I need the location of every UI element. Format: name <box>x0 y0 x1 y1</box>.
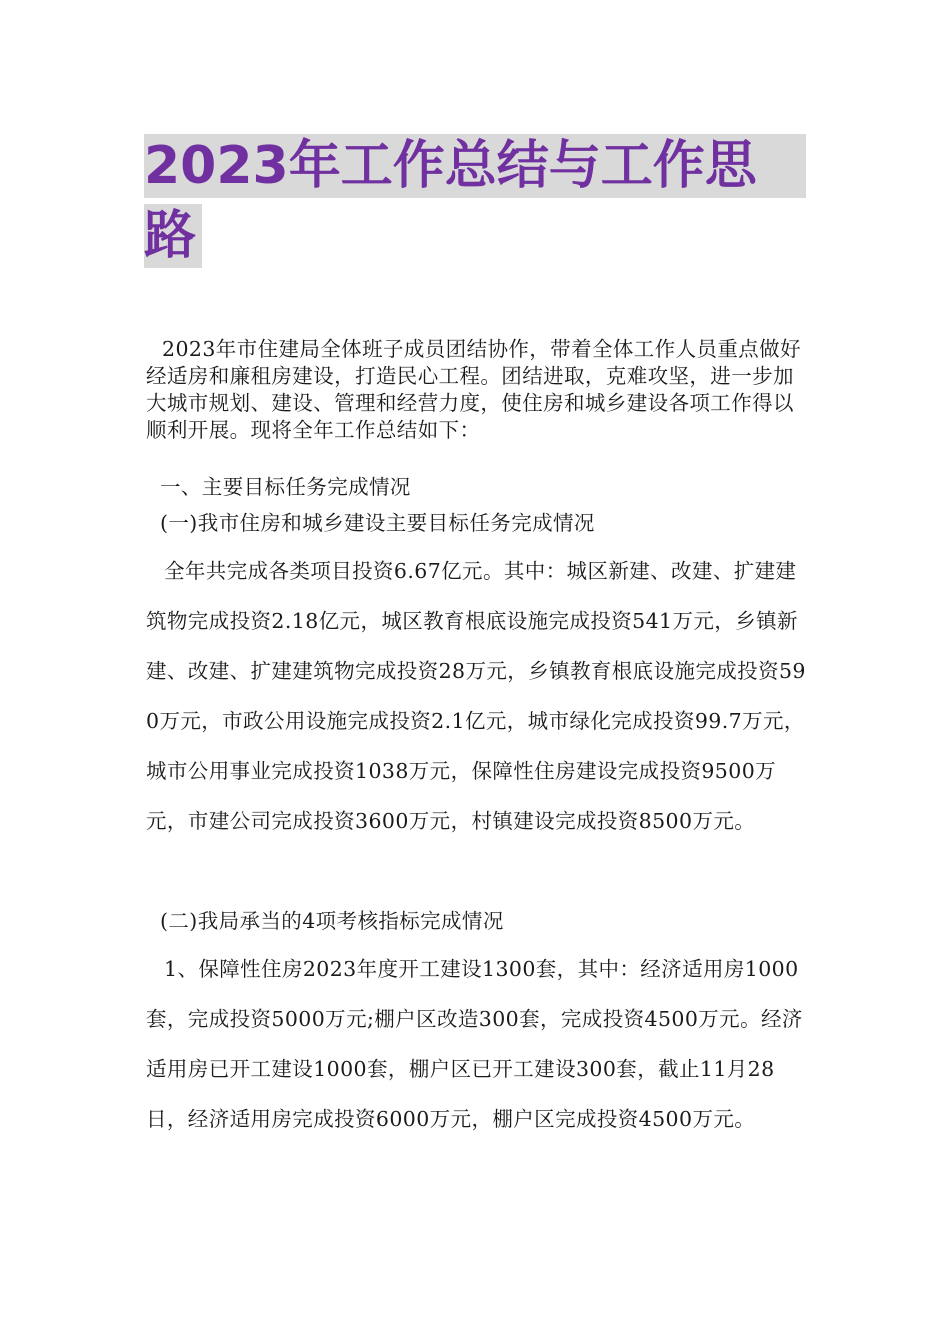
subsection-heading-city-tasks: (一)我市住房和城乡建设主要目标任务完成情况 <box>160 511 595 535</box>
housing-paragraph: 1、保障性住房2023年度开工建设1300套，其中：经济适用房1000套，完成投资5000万元;棚户区改造300套，完成投资4500万元。经济适用房已开工建设1000套，棚户区已开工建设300套，截止11月28日，经济适用房完成投资6000万元，棚户区完成投资4500万元。 <box>146 957 803 1131</box>
document-title-line-1: 2023年工作总结与工作思 <box>144 134 806 198</box>
section-heading-main-goals: 一、主要目标任务完成情况 <box>160 475 411 499</box>
investment-paragraph: 全年共完成各类项目投资6.67亿元。其中：城区新建、改建、扩建建筑物完成投资2.18亿元，城区教育根底设施完成投资541万元，乡镇新建、改建、扩建建筑物完成投资28万元，乡镇教育根底设施完成投资590万元，市政公用设施完成投资2.1亿元，城市绿化完成投资99.7万元，城市公用事业完成投资1038万元，保障性住房建设完成投资9500万元，市建公司完成投资3600万元，村镇建设完成投资8500万元。 <box>146 559 806 833</box>
subsection-heading-assessment: (二)我局承当的4项考核指标完成情况 <box>160 909 504 933</box>
intro-paragraph: 2023年市住建局全体班子成员团结协作，带着全体工作人员重点做好经适房和廉租房建设，打造民心工程。团结进取，克难攻坚，进一步加大城市规划、建设、管理和经营力度，使住房和城乡建设各项工作得以顺利开展。现将全年工作总结如下： <box>146 337 801 442</box>
document-title-line-2: 路 <box>144 204 202 268</box>
